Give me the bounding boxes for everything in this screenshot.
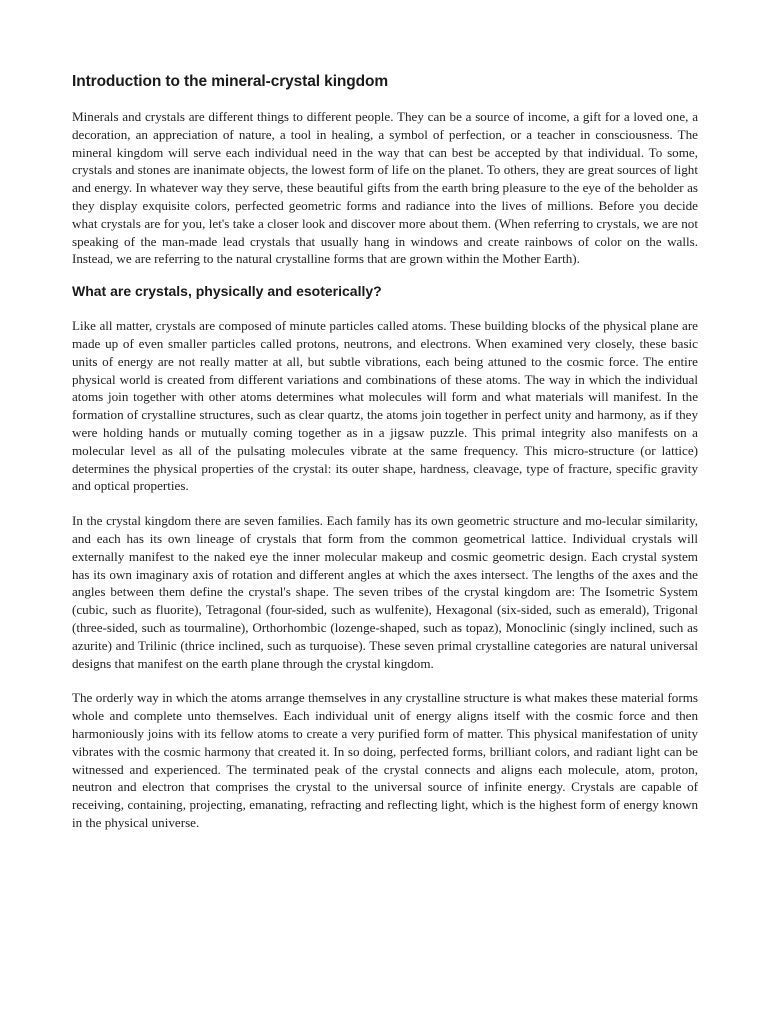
section-heading: What are crystals, physically and esoterically? xyxy=(72,283,382,300)
paragraph-atoms: Like all matter, crystals are composed of minute particles called atoms. These building blocks of the physical plane are made up of even smaller particles called protons, neutrons, and electrons. When examined very closely, these basic units of energy are not really matter at all, but subtle vibrations, each being attuned to the cosmic force. The entire physical world is created from different variations and combinations of these atoms. The way in which the individual atoms join together with other atoms determines what molecules will form and what materials will manifest. In the formation of crystalline structures, such as clear quartz, the atoms join together in perfect unity and harmony, as if they were holding hands or mutually coming together as in a jigsaw puzzle. This primal integrity also manifests on a molecular level as all of the pulsating molecules vibrate at the same frequency. This micro-structure (or lattice) determines the physical properties of the crystal: its outer shape, hardness, cleavage, type of fracture, specific gravity and optical properties. xyxy=(72,318,698,494)
intro-paragraph: Minerals and crystals are different things to different people. They can be a source of income, a gift for a loved one, a decoration, an appreciation of nature, a tool in healing, a symbol of perfection, or a teacher in consciousness. The mineral kingdom will serve each individual need in the way that can best be accepted by that individual. To some, crystals and stones are inanimate objects, the lowest form of life on the planet. To others, they are great sources of light and energy. In whatever way they serve, these beautiful gifts from the earth bring pleasure to the eye of the beholder as they display exquisite colors, perfected geometric forms and radiance into the lives of millions. Before you decide what crystals are for you, let's take a closer look and discover more about them. (When referring to crystals, we are not speaking of the man-made lead crystals that usually hang in windows and create rainbows of color on the walls. Instead, we are referring to the natural crystalline forms that are grown within the Mother Earth). xyxy=(72,109,698,267)
paragraph-crystal-families: In the crystal kingdom there are seven families. Each family has its own geometric structure and mo-lecular similarity, and each has its own lineage of crystals that form from the common geometrical lattice. Individual crystals will externally manifest to the naked eye the inner molecular makeup and cosmic geometric design. Each crystal system has its own imaginary axis of rotation and different angles at which the axes intersect. The lengths of the axes and the angles between them define the crystal's shape. The seven tribes of the crystal kingdom are: The Isometric System (cubic, such as fluorite), Tetragonal (four-sided, such as wulfenite), Hexagonal (six-sided, such as emerald), Trigonal (three-sided, such as tourmaline), Orthorhombic (lozenge-shaped, such as topaz), Monoclinic (singly inclined, such as azurite) and Trilinic (thrice inclined, such as turquoise). These seven primal crystalline categories are natural universal designs that manifest on the earth plane through the crystal kingdom. xyxy=(72,513,698,671)
document-page xyxy=(72,72,698,849)
paragraph-orderly-arrangement: The orderly way in which the atoms arrange themselves in any crystalline structure is what makes these material forms whole and complete unto themselves. Each individual unit of energy aligns itself with the cosmic force and then harmoniously joins with its fellow atoms to create a very purified form of matter. This physical manifestation of unity vibrates with the cosmic harmony that created it. In so doing, perfected forms, brilliant colors, and radiant light can be witnessed and experienced. The terminated peak of the crystal connects and aligns each molecule, atom, proton, neutron and electron that comprises the crystal to the universal source of infinite energy. Crystals are capable of receiving, containing, projecting, emanating, refracting and reflecting light, which is the highest form of energy known in the physical universe. xyxy=(72,690,698,830)
document-title: Introduction to the mineral-crystal kingdom xyxy=(72,73,389,90)
